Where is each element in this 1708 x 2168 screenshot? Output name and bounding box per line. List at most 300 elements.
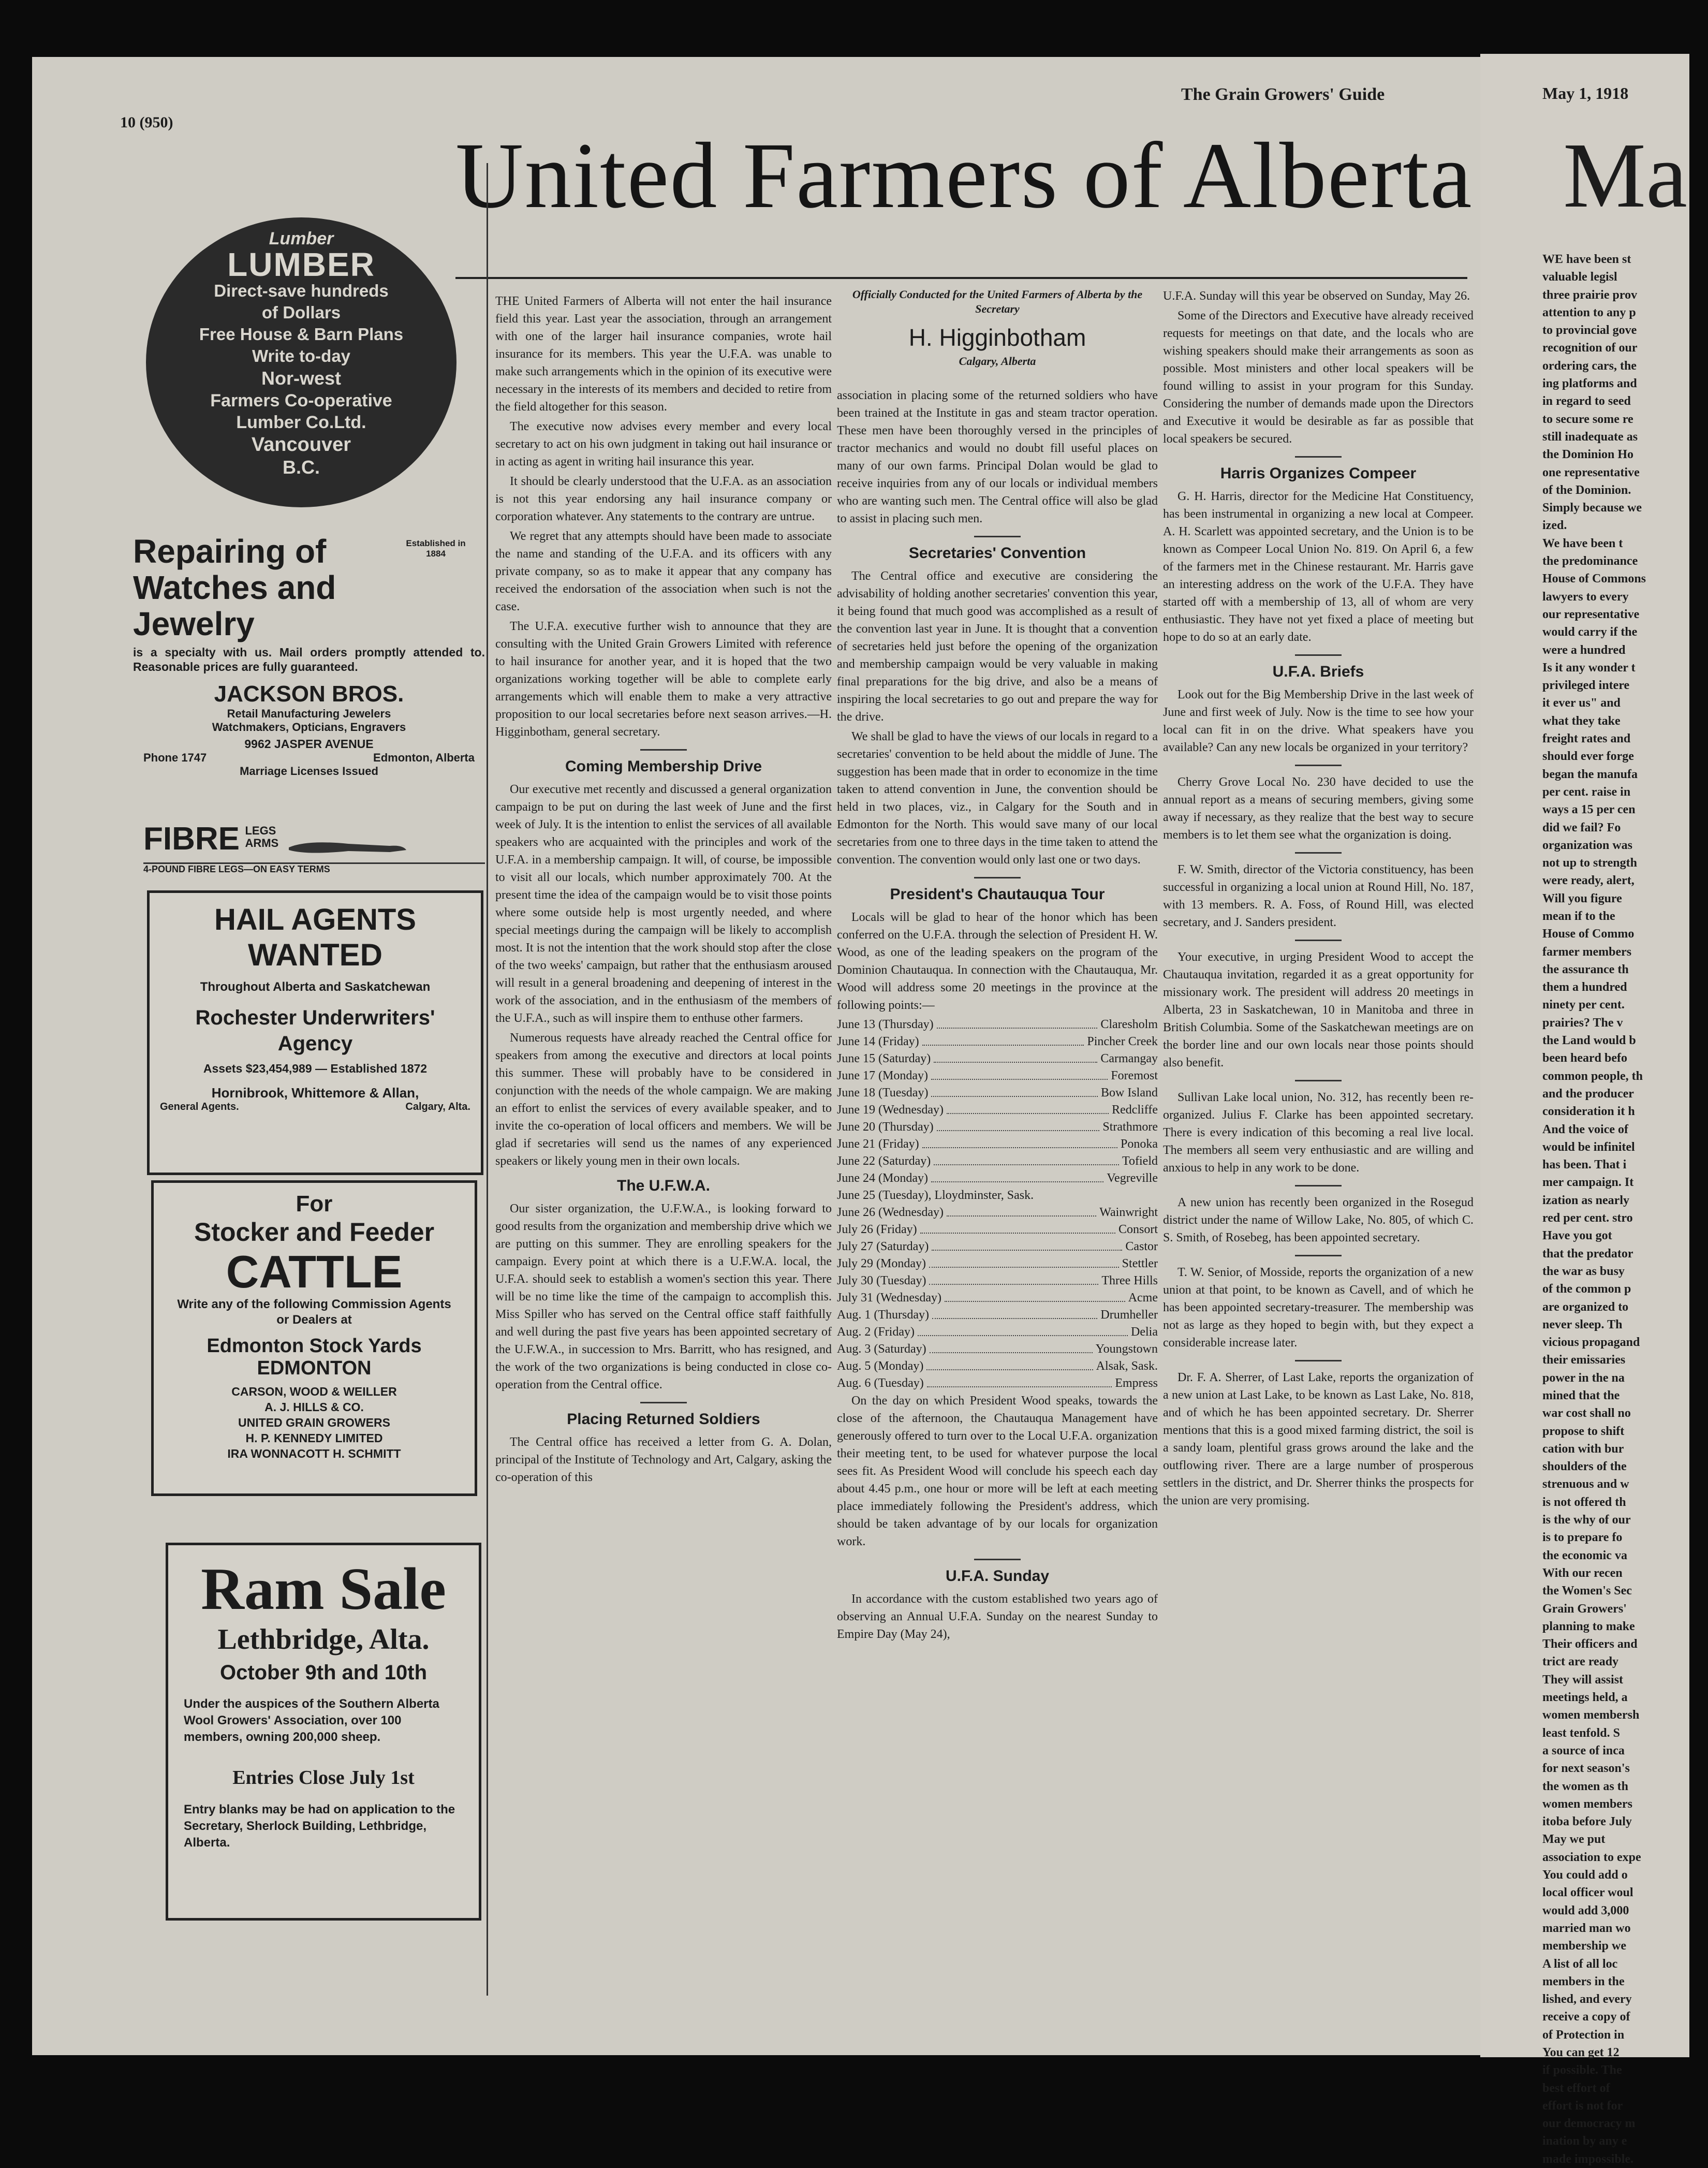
- lumber-line-0: Direct-save hundreds: [214, 281, 389, 300]
- artificial-leg-icon: [286, 834, 410, 860]
- col2-heading-2: President's Chautauqua Tour: [890, 886, 1105, 903]
- lumber-word: LUMBER: [227, 246, 375, 283]
- hail-l6: Hornibrook, Whittemore & Allan,: [211, 1085, 419, 1101]
- cattle-name-2: UNITED GRAIN GROWERS: [238, 1416, 390, 1429]
- adjacent-line: itoba before July: [1542, 1815, 1632, 1829]
- adjacent-line: women membersh: [1542, 1708, 1640, 1722]
- jewelry-specialty: is a specialty with us. Mail orders promptly attended to. Reasonable prices are fully guaranteed.: [133, 646, 485, 673]
- schedule-dots: [945, 1290, 1125, 1302]
- col3-p1: U.F.A. Sunday will this year be observed on Sunday, May 26.: [1163, 289, 1470, 303]
- col3-p8: Sullivan Lake local union, No. 312, has recently been re-organized. Julius F. Clarke has been appointed secretary. There is every indication of this becoming a real live local. The members all seem very enthusiastic and are willing and anxious to help in any work to be done.: [1163, 1091, 1474, 1175]
- col3-rule-4: [1295, 852, 1342, 854]
- adjacent-line: With our recen: [1542, 1566, 1623, 1580]
- adjacent-line: members in the: [1542, 1974, 1625, 1988]
- adjacent-line: would be infinitel: [1542, 1140, 1635, 1154]
- schedule-date: Aug. 2 (Friday): [837, 1325, 915, 1339]
- jewelry-city: Edmonton, Alberta: [373, 751, 475, 764]
- schedule-dots: [947, 1102, 1109, 1114]
- col3-rule-6: [1295, 1080, 1342, 1081]
- adjacent-line: consideration it h: [1542, 1105, 1635, 1119]
- col1-p8: Our sister organization, the U.F.W.A., is looking forward to good results from the organization and membership drive which we are putting on this summer. They are enrolling speakers for the campaign. Every point at which there is a U.F.W.A. local, the U.F.A. should seek to establish a women's section this year. There will be no time like the time of the campaign to accomplish this. Miss Spiller who has served on the Central office staff faithfully and well during the past five years has been appointed secretary of the U.F.W.A., in succession to Mrs. Barritt, who has resigned, and the work of the two organizations is being conducted in close co-operation from the Central office.: [495, 1202, 832, 1391]
- adjacent-line: the predominance: [1542, 554, 1638, 568]
- jewelry-established: Established in 1884: [406, 538, 466, 559]
- fibre-legs: LEGS: [245, 824, 276, 837]
- adjacent-line: the Land would b: [1542, 1034, 1636, 1048]
- col1-p1: THE United Farmers of Alberta will not enter the hail insurance field this year. Last year the association, through an arrangement with one of the larger hail insurance companies, wrote hail insurance for its members. This year the U.F.A. was unable to make such arrangements which in the opinion of its executive were necessary in the interests of its members and decided to retire from the field altogether for this season.: [495, 295, 832, 414]
- col2-heading-1: Secretaries' Convention: [908, 545, 1086, 562]
- col2-p6: In accordance with the custom established two years ago of observing an Annual U.F.A. Sunday on the nearest Sunday to Empire Day (May 24),: [837, 1592, 1158, 1641]
- schedule-row: [837, 1358, 1158, 1375]
- adjacent-date: May 1, 1918: [1542, 84, 1629, 102]
- adjacent-line: Their officers and: [1542, 1637, 1638, 1651]
- adjacent-line: our representative: [1542, 607, 1640, 621]
- schedule-date: June 20 (Thursday): [837, 1120, 934, 1134]
- adjacent-line: were a hundred: [1542, 643, 1626, 657]
- schedule-date: July 27 (Saturday): [837, 1240, 929, 1253]
- schedule-date: June 25 (Tuesday), Lloydminster, Sask.: [837, 1189, 1034, 1202]
- schedule-row: [837, 1119, 1158, 1136]
- adjacent-line: attention to any p: [1542, 305, 1636, 319]
- adjacent-line: valuable legisl: [1542, 270, 1617, 284]
- adjacent-line: Will you figure: [1542, 891, 1622, 905]
- adjacent-line: in regard to seed: [1542, 394, 1631, 408]
- jewelry-title: Repairing of Watches and Jewelry: [133, 533, 336, 642]
- adjacent-line: are organized to: [1542, 1300, 1629, 1314]
- schedule-row: [837, 1033, 1158, 1050]
- cattle-ad: [151, 1180, 477, 1496]
- col1-rule-2: [640, 1402, 687, 1403]
- secretary-city: Calgary, Alberta: [959, 355, 1036, 368]
- jewelry-trade1: Retail Manufacturing Jewelers: [227, 707, 391, 720]
- adjacent-line: vicious propagand: [1542, 1336, 1640, 1350]
- chautauqua-schedule: [837, 1016, 1158, 1392]
- adjacent-line: of Protection in: [1542, 2028, 1625, 2042]
- adjacent-line: been heard befo: [1542, 1051, 1627, 1065]
- schedule-dots: [947, 1204, 1096, 1217]
- adjacent-line: were ready, alert,: [1542, 874, 1635, 888]
- adjacent-line: not up to strength: [1542, 856, 1637, 870]
- adjacent-line: would carry if the: [1542, 625, 1638, 639]
- col3-rule-1: [1295, 456, 1342, 458]
- page-number: 10 (950): [120, 114, 173, 131]
- adjacent-line: ized.: [1542, 519, 1567, 533]
- schedule-row: [837, 1085, 1158, 1102]
- column-rule: [487, 163, 488, 1996]
- schedule-place: Claresholm: [1100, 1018, 1158, 1031]
- schedule-dots: [922, 1033, 1084, 1046]
- col1-heading-1: Coming Membership Drive: [565, 758, 762, 775]
- adjacent-line: A list of all loc: [1542, 1957, 1618, 1971]
- cattle-l4: Write any of the following Commission Agents or Dealers at: [177, 1297, 451, 1327]
- adjacent-line: to secure some re: [1542, 412, 1633, 426]
- col1-p2: The executive now advises every member and every local secretary to act on his own judgment in taking out hail insurance or in acting as agent in writing hail insurance this year.: [495, 420, 832, 468]
- schedule-date: June 24 (Monday): [837, 1171, 928, 1185]
- adjacent-line: of the Dominion.: [1542, 483, 1631, 497]
- adjacent-line: war cost shall no: [1542, 1407, 1631, 1420]
- cattle-l3: CATTLE: [226, 1246, 403, 1297]
- col3-p9: A new union has recently been organized in the Rosegud district under the name of Willow Lake, No. 805, of which C. S. Smith, of Rosebeg, has been appointed secretary.: [1163, 1196, 1474, 1244]
- adjacent-line: Simply because we: [1542, 501, 1642, 515]
- adjacent-line: ization as nearly: [1542, 1193, 1629, 1207]
- schedule-dots: [934, 1153, 1119, 1165]
- adjacent-line: that the predator: [1542, 1247, 1633, 1261]
- jewelry-phone: Phone 1747: [143, 751, 207, 764]
- col1-rule-1: [640, 749, 687, 751]
- adjacent-line: the economic va: [1542, 1548, 1627, 1562]
- adjacent-line: the war as busy: [1542, 1264, 1625, 1278]
- adjacent-line: common people, th: [1542, 1069, 1643, 1083]
- adjacent-line: least tenfold. S: [1542, 1726, 1620, 1740]
- hail-l8: Calgary, Alta.: [405, 1101, 470, 1112]
- adjacent-line: effort is not for: [1542, 2099, 1623, 2113]
- hail-l2: WANTED: [248, 937, 382, 972]
- ram-sale-ad: [166, 1543, 481, 1921]
- schedule-date: July 30 (Tuesday): [837, 1274, 926, 1287]
- schedule-row: [837, 1170, 1158, 1187]
- schedule-date: June 18 (Tuesday): [837, 1086, 929, 1100]
- col2-heading-3: U.F.A. Sunday: [945, 1568, 1050, 1585]
- secretary-name: H. Higginbotham: [908, 324, 1086, 351]
- schedule-place: Stettler: [1122, 1257, 1158, 1270]
- col1-p7: Numerous requests have already reached the Central office for speakers from among the executive and directors at local points this summer. These will probably have to be considered in conjunction with the needs of the whole campaign. We are making an effort to enlist the services of every available speaker, and to invite the co-operation of local officers and members. We will be glad if secretaries will send us the names of any experienced speakers or likely young men in their own locals.: [495, 1031, 832, 1168]
- hail-l5: Assets $23,454,989 — Established 1872: [203, 1062, 428, 1075]
- adjacent-line: propose to shift: [1542, 1424, 1625, 1438]
- schedule-date: June 22 (Saturday): [837, 1154, 931, 1168]
- schedule-row: [837, 1187, 1158, 1204]
- ram-l2: Lethbridge, Alta.: [217, 1623, 430, 1656]
- schedule-row: [837, 1153, 1158, 1170]
- schedule-dots: [920, 1221, 1115, 1234]
- adjacent-line: the assurance th: [1542, 962, 1629, 976]
- col3-p2: Some of the Directors and Executive have already received requests for meetings on that date, and the locals who are wishing speakers should make their arrangements as soon as possible. Most ministers and other local speakers will be found willing to assist in your program for this Sunday. Considering the number of demands made upon the Directors and Executive it would be desirable as far as possible that local speakers be secured.: [1163, 309, 1474, 446]
- schedule-row: [837, 1290, 1158, 1307]
- schedule-place: Strathmore: [1102, 1120, 1158, 1134]
- adjacent-line: House of Commons: [1542, 572, 1646, 586]
- adjacent-line: mean if to the: [1542, 909, 1615, 923]
- adjacent-line: WE have been st: [1542, 253, 1631, 266]
- adjacent-line: membership we: [1542, 1939, 1626, 1953]
- adjacent-line: ing platforms and: [1542, 377, 1637, 391]
- col1-p5: The U.F.A. executive further wish to announce that they are consulting with the United Grain Growers Limited with reference to hail insurance for another year, and it is hoped that the two organizations working together will be able to complete early arrangements which will enable them to make a very attractive proposition to our local secretaries before next season arrives.—H. Higginbotham, general secretary.: [495, 620, 832, 739]
- col3-p6: F. W. Smith, director of the Victoria constituency, has been successful in organizing a local union at Round Hill, No. 187, with 13 members. R. A. Foss, of Round Hill, was elected secretary, and J. Sanders president.: [1163, 863, 1474, 929]
- adjacent-line: the Women's Sec: [1542, 1584, 1632, 1598]
- schedule-dots: [929, 1272, 1098, 1285]
- col1-heading-2: The U.F.W.A.: [617, 1177, 710, 1194]
- schedule-place: Bow Island: [1101, 1086, 1158, 1100]
- schedule-row: [837, 1238, 1158, 1255]
- jewelry-firm: JACKSON BROS.: [214, 681, 404, 707]
- adjacent-line: one representative: [1542, 465, 1640, 479]
- hail-l3: Throughout Alberta and Saskatchewan: [200, 980, 431, 994]
- cattle-name-0: CARSON, WOOD & WEILLER: [231, 1385, 397, 1398]
- jewelry-trade2: Watchmakers, Opticians, Engravers: [212, 721, 406, 734]
- schedule-dots: [934, 1050, 1097, 1063]
- schedule-row: [837, 1204, 1158, 1221]
- schedule-place: Foremost: [1111, 1069, 1158, 1082]
- lumber-brand: Lumber: [269, 229, 334, 248]
- schedule-date: Aug. 5 (Monday): [837, 1359, 924, 1373]
- adjacent-line: You can get 12: [1542, 2045, 1619, 2059]
- schedule-place: Acme: [1128, 1291, 1158, 1305]
- adjacent-line: May we put: [1542, 1833, 1606, 1847]
- adjacent-line: We have been t: [1542, 536, 1623, 550]
- schedule-dots: [930, 1341, 1093, 1353]
- jewelry-licenses: Marriage Licenses Issued: [240, 765, 378, 778]
- schedule-place: Three Hills: [1101, 1274, 1158, 1287]
- adjacent-line: mined that the: [1542, 1389, 1620, 1402]
- adjacent-line: planning to make: [1542, 1619, 1635, 1633]
- adjacent-line: trict are ready: [1542, 1655, 1619, 1669]
- col3-p4: Look out for the Big Membership Drive in the last week of June and first week of July. Now is the time to see how your local can fit in on the drive. What speakers have you available? Can any new locals be organized in your territory?: [1163, 688, 1474, 754]
- schedule-date: Aug. 6 (Tuesday): [837, 1376, 924, 1390]
- adjacent-line: would add 3,000: [1542, 1903, 1629, 1917]
- schedule-place: Delia: [1131, 1325, 1158, 1339]
- adjacent-line: Grain Growers': [1542, 1602, 1627, 1616]
- col3-rule-7: [1295, 1185, 1342, 1186]
- adjacent-line: is not offered th: [1542, 1495, 1626, 1509]
- schedule-place: Pincher Creek: [1087, 1035, 1158, 1048]
- col3-rule-5: [1295, 940, 1342, 941]
- col3-p10: T. W. Senior, of Mosside, reports the organization of a new union at that point, to be known as Cavell, and of which he has been appointed secretary-treasurer. The membership was not as large as they hoped to begin with, but they expect a considerable increase later.: [1163, 1266, 1474, 1350]
- adjacent-line: if possible. The: [1542, 2063, 1622, 2077]
- main-title: United Farmers of Alberta: [455, 124, 1473, 228]
- adjacent-line: strenuous and w: [1542, 1477, 1629, 1491]
- schedule-row: [837, 1272, 1158, 1290]
- lumber-line-1: of Dollars: [261, 303, 341, 322]
- adjacent-title: Ma: [1563, 124, 1687, 227]
- schedule-place: Drumheller: [1100, 1308, 1158, 1322]
- jewelry-address: 9962 JASPER AVENUE: [244, 737, 374, 751]
- adjacent-line: power in the na: [1542, 1371, 1625, 1385]
- adjacent-line: married man wo: [1542, 1921, 1631, 1935]
- adjacent-line: lished, and every: [1542, 1993, 1632, 2006]
- schedule-row: [837, 1136, 1158, 1153]
- schedule-row: [837, 1324, 1158, 1341]
- schedule-date: June 19 (Wednesday): [837, 1103, 944, 1117]
- schedule-place: Consort: [1118, 1223, 1158, 1236]
- adjacent-line: should ever forge: [1542, 750, 1634, 764]
- schedule-row: [837, 1341, 1158, 1358]
- schedule-row: [837, 1255, 1158, 1272]
- adjacent-line: our democracy m: [1542, 2117, 1636, 2131]
- adjacent-line: per cent. raise in: [1542, 785, 1631, 799]
- adjacent-line: They will assist: [1542, 1673, 1624, 1687]
- hail-l1: HAIL AGENTS: [214, 903, 416, 936]
- schedule-date: July 31 (Wednesday): [837, 1291, 942, 1305]
- adjacent-line: three prairie prov: [1542, 288, 1638, 302]
- schedule-dots: [931, 1170, 1103, 1182]
- fibre-arms: ARMS: [245, 837, 279, 849]
- jewelry-ad: [133, 533, 485, 802]
- cattle-name-4: IRA WONNACOTT H. SCHMITT: [227, 1447, 401, 1460]
- schedule-date: Aug. 3 (Saturday): [837, 1342, 926, 1356]
- lumber-line-8: B.C.: [283, 457, 320, 478]
- article-column-3: [1163, 287, 1474, 2011]
- adjacent-line: the women as th: [1542, 1779, 1628, 1793]
- adjacent-line: is the why of our: [1542, 1513, 1631, 1527]
- lumber-line-4: Nor-west: [261, 368, 342, 389]
- adjacent-line: organization was: [1542, 838, 1632, 852]
- col2-rule-2: [974, 877, 1021, 878]
- adjacent-line: has been. That i: [1542, 1158, 1627, 1172]
- ram-l5: Entries Close July 1st: [232, 1767, 415, 1789]
- hail-l4: Rochester Underwriters' Agency: [195, 1006, 435, 1055]
- lumber-ad: [146, 217, 457, 507]
- col2-p3: We shall be glad to have the views of our locals in regard to a secretaries' convention to be held about the middle of June. The suggestion has been made that in order to economize in the time taken to attend convention in June, the convention should be held in two places, viz., in Calgary for the South and in Edmonton for the North. This would save many of our local secretaries from one to three days in the time taken to attend the convention. The convention would only last one or two days.: [837, 730, 1158, 867]
- cattle-name-3: H. P. KENNEDY LIMITED: [245, 1431, 383, 1445]
- adjacent-line: association to expe: [1542, 1850, 1641, 1864]
- newspaper-page: [32, 57, 1481, 2055]
- adjacent-line: them a hundred: [1542, 980, 1627, 994]
- schedule-place: Youngstown: [1095, 1342, 1158, 1356]
- schedule-date: June 17 (Monday): [837, 1069, 928, 1082]
- adjacent-line: farmer members: [1542, 945, 1632, 959]
- adjacent-line: and the producer: [1542, 1087, 1634, 1101]
- col2-rule-3: [974, 1559, 1021, 1560]
- schedule-place: Ponoka: [1121, 1137, 1158, 1151]
- schedule-row: [837, 1016, 1158, 1033]
- schedule-place: Wainwright: [1099, 1206, 1158, 1219]
- adjacent-line: still inadequate as: [1542, 430, 1638, 444]
- adjacent-line: local officer woul: [1542, 1886, 1633, 1900]
- adjacent-line: did we fail? Fo: [1542, 821, 1621, 834]
- schedule-row: [837, 1375, 1158, 1392]
- col3-p5: Cherry Grove Local No. 230 have decided to use the annual report as a means of securing members, giving some away if necessary, as they realize that the best way to secure members is to let them see what the organization is doing.: [1163, 775, 1474, 842]
- adjacent-line: prairies? The v: [1542, 1016, 1623, 1030]
- cattle-l5: Edmonton Stock Yards: [207, 1335, 422, 1357]
- adjacent-line: recognition of our: [1542, 341, 1638, 355]
- adjacent-line: best effort of: [1542, 2081, 1610, 2095]
- schedule-date: June 21 (Friday): [837, 1137, 919, 1151]
- schedule-date: Aug. 1 (Thursday): [837, 1308, 929, 1322]
- schedule-date: July 29 (Monday): [837, 1257, 926, 1270]
- cattle-l1: For: [296, 1191, 333, 1217]
- schedule-dots: [937, 1119, 1100, 1131]
- col1-p3: It should be clearly understood that the U.F.A. as an association is not this year endorsing any hail insurance company or corporation whatever. Any statements to the contrary are untrue.: [495, 475, 832, 523]
- col2-p4: Locals will be glad to hear of the honor which has been conferred on the U.F.A. through the selection of President H. W. Wood, as one of the leading speakers on the program of the Dominion Chautauqua. In connection with the Chautauqua, Mr. Wood will address some 20 meetings in the province at the following points:—: [837, 911, 1158, 1012]
- adjacent-line: mer campaign. It: [1542, 1176, 1634, 1190]
- col1-p6: Our executive met recently and discussed a general organization campaign to be put on during the last week of June and the first week of July. It is the intention to enlist the services of all available speakers who are acquainted with the principles and work of the U.F.A. in a membership campaign. It will, of course, be impossible to visit all our locals, which number approximately 700. At the present time the idea of the campaign would be to visit those points where some outside help is most urgently needed, and where special meetings during the campaign will be likely to accomplish most. It is not the intention that the work should stop after the close of the two weeks' campaign, but rather that the enthusiasm aroused will result in a general broadening and deepening of interest in the work of the association, and in the enthusiasm of the members of the U.F.A., such as will inspire them to enthuse other farmers.: [495, 783, 832, 1025]
- adjacent-line: shoulders of the: [1542, 1460, 1627, 1474]
- adjacent-line: what they take: [1542, 714, 1621, 728]
- adjacent-line: the Dominion Ho: [1542, 448, 1634, 462]
- official-line: Officially Conducted for the United Farmers of Alberta by the Secretary: [852, 288, 1143, 315]
- adjacent-line: meetings held, a: [1542, 1691, 1628, 1705]
- adjacent-line: privileged intere: [1542, 679, 1630, 693]
- schedule-place: Tofield: [1122, 1154, 1158, 1168]
- col3-rule-3: [1295, 765, 1342, 766]
- adjacent-line: never sleep. Th: [1542, 1317, 1623, 1331]
- schedule-row: [837, 1307, 1158, 1324]
- schedule-dots: [931, 1067, 1108, 1080]
- lumber-line-2: Free House & Barn Plans: [199, 325, 404, 344]
- schedule-date: June 14 (Friday): [837, 1035, 919, 1048]
- col3-heading-2: U.F.A. Briefs: [1272, 663, 1364, 680]
- adjacent-line: began the manufa: [1542, 767, 1638, 781]
- adjacent-line: is to prepare fo: [1542, 1531, 1623, 1545]
- adjacent-line: their emissaries: [1542, 1353, 1626, 1367]
- adjacent-line: women members: [1542, 1797, 1632, 1811]
- lumber-line-7: Vancouver: [251, 434, 351, 456]
- adjacent-column: [1542, 251, 1708, 2168]
- schedule-date: June 26 (Wednesday): [837, 1206, 944, 1219]
- adjacent-line: You could add o: [1542, 1868, 1628, 1882]
- schedule-dots: [932, 1307, 1097, 1319]
- adjacent-line: receive a copy of: [1542, 2010, 1630, 2024]
- adjacent-page: [1480, 54, 1689, 2166]
- col2-p2: The Central office and executive are considering the advisability of holding another secretaries' convention this year, it being found that much good was accomplished as a result of the convention last year in June. It is thought that a convention of secretaries held just before the opening of the organization and membership campaign would be very valuable in making final preparations for the big drive, and also be a means of inspiring the local secretaries to go out and prepare the way for the drive.: [837, 569, 1158, 724]
- fibre-title: FIBRE: [143, 821, 240, 857]
- col3-rule-2: [1295, 654, 1342, 656]
- schedule-row: [837, 1221, 1158, 1238]
- col3-rule-9: [1295, 1360, 1342, 1361]
- article-column-2: [837, 287, 1158, 2011]
- ram-l1: Ram Sale: [201, 1556, 446, 1622]
- schedule-place: Alsak, Sask.: [1096, 1359, 1158, 1373]
- schedule-place: Empress: [1115, 1376, 1158, 1390]
- cattle-l6: EDMONTON: [257, 1357, 372, 1379]
- lumber-line-5: Farmers Co-operative: [210, 391, 392, 411]
- adjacent-line: ninety per cent.: [1542, 998, 1625, 1012]
- schedule-dots: [929, 1255, 1119, 1268]
- adjacent-line: made impossible.: [1542, 2152, 1634, 2166]
- col2-rule-1: [974, 536, 1021, 537]
- schedule-place: Castor: [1125, 1240, 1158, 1253]
- schedule-dots: [931, 1085, 1098, 1097]
- schedule-row: [837, 1050, 1158, 1067]
- hail-agents-ad: [147, 890, 483, 1175]
- fibre-ad: [143, 821, 485, 883]
- col3-heading-1: Harris Organizes Compeer: [1220, 465, 1417, 482]
- article-column-1: [495, 292, 832, 2011]
- publication-name: The Grain Growers' Guide: [1181, 85, 1385, 104]
- schedule-place: Carmangay: [1100, 1052, 1158, 1065]
- col2-p5: On the day on which President Wood speaks, towards the close of the afternoon, the Chautauqua Management have generously offered to turn over to the Local U.F.A. organization their meeting tent, to be used for whatever purpose the local sees fit. As President Wood will conclude his speech each day about 4.45 p.m., one hour or more will be left at each meeting place immediately following the President's address, which should be taken advantage of by our locals for organization work.: [837, 1394, 1158, 1548]
- adjacent-line: And the voice of: [1542, 1122, 1628, 1136]
- col1-heading-3: Placing Returned Soldiers: [567, 1411, 760, 1428]
- schedule-dots: [926, 1358, 1093, 1370]
- schedule-place: Vegreville: [1107, 1171, 1158, 1185]
- schedule-dots: [922, 1136, 1117, 1148]
- schedule-dots: [937, 1016, 1098, 1029]
- adjacent-line: House of Commo: [1542, 927, 1635, 941]
- schedule-row: [837, 1102, 1158, 1119]
- adjacent-line: Is it any wonder t: [1542, 661, 1636, 675]
- hail-l7: General Agents.: [160, 1101, 239, 1112]
- adjacent-line: to provincial gove: [1542, 324, 1637, 338]
- schedule-row: [837, 1067, 1158, 1085]
- adjacent-line: a source of inca: [1542, 1744, 1625, 1757]
- cattle-name-1: A. J. HILLS & CO.: [264, 1400, 364, 1414]
- col3-p3: G. H. Harris, director for the Medicine Hat Constituency, has been instrumental in organizing a new local at Compeer. A. H. Scarlett was appointed secretary, and the Union is to be known as Compeer Local Union No. 819. On April 6, a few of the farmers met in the Chinese restaurant. Mr. Harris gave an interesting address on the work of the U.F.A. They have started off with a membership of 13, all of whom are very enthusiastic. They have not yet fixed a place of meeting but hope to do so at an early date.: [1163, 490, 1474, 644]
- lumber-line-3: Write to-day: [252, 346, 351, 365]
- cattle-l2: Stocker and Feeder: [194, 1218, 435, 1247]
- title-rule: [455, 277, 1467, 279]
- ram-l3: October 9th and 10th: [219, 1661, 428, 1684]
- col3-p7: Your executive, in urging President Wood to accept the Chautauqua invitation, regarded it as a great opportunity for missionary work. The president will address 20 meetings in Alberta, 23 in Saskatchewan, 10 in Manitoba and three in British Columbia. Some of the Saskatchewan meetings are on the border line and our own locals near those points should also benefit.: [1163, 950, 1474, 1070]
- schedule-place: Redcliffe: [1112, 1103, 1158, 1117]
- col1-p9: The Central office has received a letter from G. A. Dolan, principal of the Institute of Technology and Art, Calgary, asking the co-operation of this: [495, 1435, 832, 1484]
- schedule-date: June 13 (Thursday): [837, 1018, 934, 1031]
- col3-rule-8: [1295, 1255, 1342, 1256]
- adjacent-line: it ever us" and: [1542, 696, 1621, 710]
- ram-l6: Entry blanks may be had on application to the Secretary, Sherlock Building, Lethbridge, Alberta.: [184, 1803, 455, 1850]
- schedule-dots: [918, 1324, 1128, 1336]
- col1-p4: We regret that any attempts should have been made to associate the name and standing of the U.F.A. and its officers with any private company, so as to make it appear that any company has received the endorsation of the association when such is not the case.: [495, 530, 832, 613]
- adjacent-line: ways a 15 per cen: [1542, 803, 1636, 817]
- schedule-dots: [927, 1375, 1112, 1387]
- col2-p1: association in placing some of the returned soldiers who have been trained at the Institute in gas and steam tractor operation. These men have been thoroughly versed in the principles of tractor mechanics and would no doubt fill useful places on many of our own farms. Principal Dolan would be glad to receive inquiries from any of our locals or individual members who are wanting such men. The Central office will also be glad to assist in placing such men.: [837, 389, 1158, 525]
